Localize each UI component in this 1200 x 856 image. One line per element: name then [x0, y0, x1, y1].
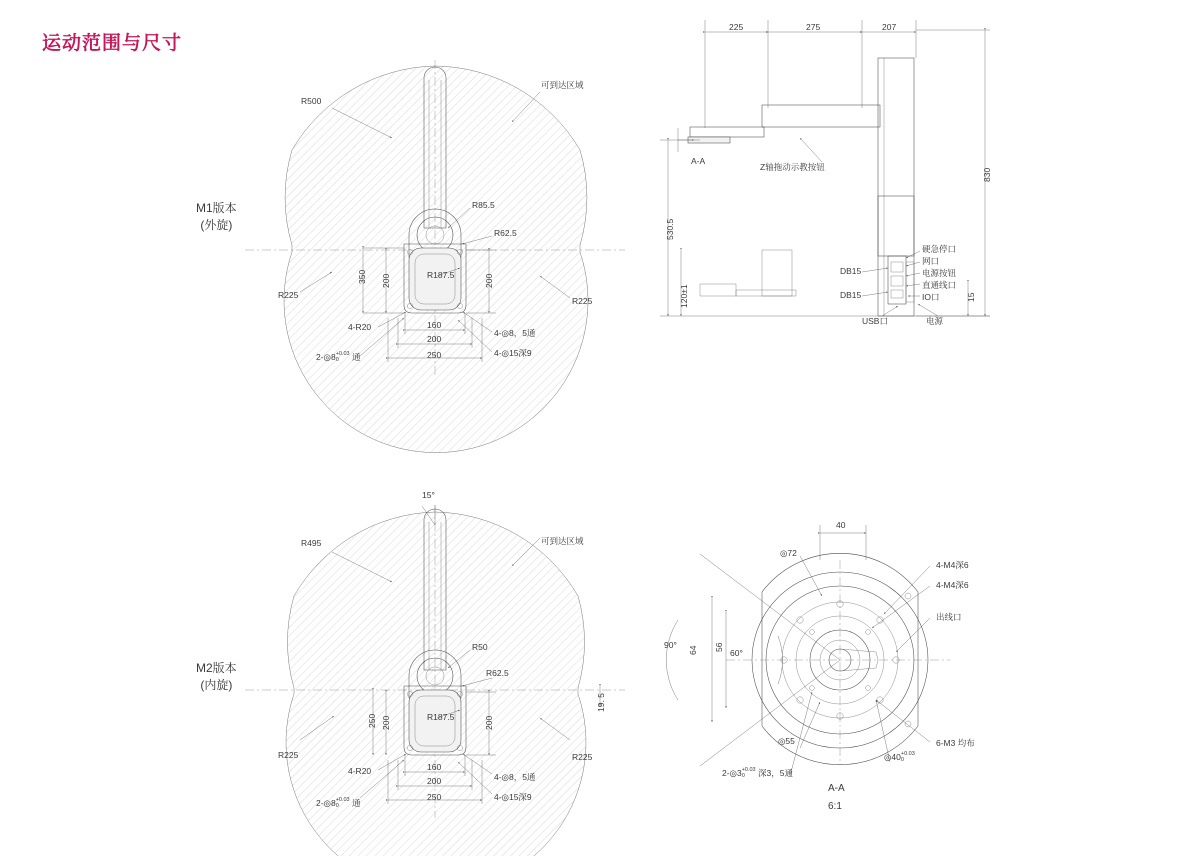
- m1-dim-200-left: 200: [381, 273, 391, 288]
- section-dim-56: 56: [714, 642, 724, 652]
- m1-note-4holes8: 4-◎8，5通: [494, 328, 536, 338]
- m1-r85-5: R85.5: [472, 200, 495, 210]
- m1-r62-5: R62.5: [494, 228, 517, 238]
- m2-angle-15: 15°: [422, 490, 435, 500]
- side-dim-15: 15: [966, 292, 976, 302]
- section-angle-60: 60°: [730, 648, 743, 658]
- m2-reach-label: 可到达区域: [541, 536, 584, 546]
- m2-dim-200-right: 200: [484, 715, 494, 730]
- m2-note-4holes8: 4-◎8，5通: [494, 772, 536, 782]
- m1-top-view: [245, 60, 625, 453]
- m1-note-4r20: 4-R20: [348, 322, 372, 332]
- side-callout-net: 网口: [922, 256, 940, 266]
- m2-r50: R50: [472, 642, 488, 652]
- m2-r225-right: R225: [572, 752, 593, 762]
- m2-dim-19-5: 19. 5: [596, 693, 606, 712]
- m2-note-4r20: 4-R20: [348, 766, 372, 776]
- section-aa-view: [666, 525, 950, 776]
- section-note-holes3: 2-◎3+0.03 0 深3，5通: [722, 767, 793, 779]
- m2-dim-200: 200: [427, 776, 442, 786]
- section-note-outlet: 出线口: [936, 612, 962, 622]
- side-dim-207: 207: [882, 22, 897, 32]
- side-dim-120: 120±1: [679, 284, 689, 308]
- m1-dim-200: 200: [427, 334, 442, 344]
- m2-note-2holes: 2-◎8+0.03 0 通: [316, 797, 361, 809]
- m1-note-2holes: 2-◎8+0.03 0 通: [316, 351, 361, 363]
- side-dim-530-5: 530.5: [665, 218, 675, 240]
- m2-dim-160: 160: [427, 762, 442, 772]
- section-dim-40: 40: [836, 520, 846, 530]
- m2-note-4holes15: 4-◎15深9: [494, 792, 532, 802]
- m1-dim-160: 160: [427, 320, 442, 330]
- m1-reach-label: 可到达区域: [541, 80, 584, 90]
- page-title: 运动范围与尺寸: [42, 33, 183, 54]
- section-note-m3: 6-M3 均布: [936, 738, 975, 748]
- m2-caption: M2版本 (内旋): [196, 661, 237, 693]
- side-callout-usb: USB口: [862, 316, 888, 326]
- m2-r495: R495: [301, 538, 322, 548]
- m2-r187-5: R187.5: [427, 712, 455, 722]
- section-note-m4-2: 4-M4深6: [936, 580, 969, 590]
- m1-caption: M1版本 (外旋): [196, 201, 237, 233]
- section-dim-64: 64: [688, 645, 698, 655]
- m1-note-4holes15: 4-◎15深9: [494, 348, 532, 358]
- section-dim-72: ◎72: [780, 548, 797, 558]
- side-callout-power-button: 电源按钮: [922, 268, 957, 278]
- m1-dim-250: 250: [427, 350, 442, 360]
- section-title-line1: A-A: [828, 783, 845, 794]
- m1-r225-right: R225: [572, 296, 593, 306]
- m1-dim-200-right: 200: [484, 273, 494, 288]
- m1-r225-left: R225: [278, 290, 299, 300]
- m1-dim-350: 350: [357, 269, 367, 284]
- side-dim-225: 225: [729, 22, 744, 32]
- m1-r187-5: R187.5: [427, 270, 455, 280]
- side-callout-estop: 硬急停口: [922, 244, 957, 254]
- section-dim-40-tol: ◎40+0.03 0: [884, 751, 915, 763]
- m2-r225-left: R225: [278, 750, 299, 760]
- m2-dim-250: 250: [367, 713, 377, 728]
- m2-dim-250-h: 250: [427, 792, 442, 802]
- section-title-line2: 6:1: [828, 801, 842, 812]
- side-callout-power: 电源: [926, 316, 944, 326]
- side-callout-straight-line: 直通线口: [922, 280, 957, 290]
- side-callout-db15-top: DB15: [840, 266, 862, 276]
- section-dim-55: ◎55: [778, 736, 795, 746]
- side-section-mark: A-A: [691, 156, 706, 166]
- m1-r500: R500: [301, 96, 322, 106]
- m2-r62-5: R62.5: [486, 668, 509, 678]
- side-dim-830: 830: [982, 167, 992, 182]
- section-angle-90: 90°: [664, 640, 677, 650]
- side-callout-db15-bottom: DB15: [840, 290, 862, 300]
- side-callout-z-button: Z轴拖动示教按钮: [760, 162, 825, 172]
- side-callout-io: IO口: [922, 292, 940, 302]
- side-dim-275: 275: [806, 22, 821, 32]
- m2-dim-200-left: 200: [381, 715, 391, 730]
- section-note-m4-1: 4-M4深6: [936, 560, 969, 570]
